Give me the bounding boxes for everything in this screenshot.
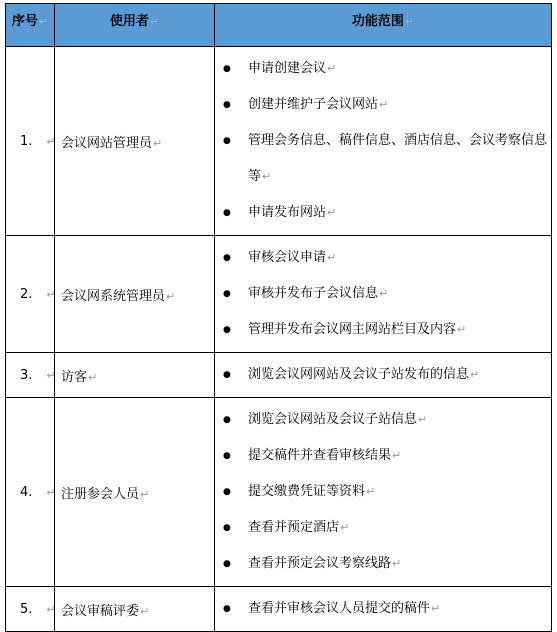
- function-item-text: 浏览会议网站及会议子站信息: [248, 412, 418, 427]
- function-list: [215, 47, 551, 235]
- function-item: [215, 357, 551, 393]
- paragraph-mark-icon: ↵: [366, 485, 376, 498]
- function-item: [215, 438, 551, 474]
- function-list: [215, 587, 551, 631]
- header-functions-text: 功能范围: [351, 14, 404, 29]
- row-number-cell: [6, 47, 55, 236]
- function-list: [215, 236, 551, 352]
- paragraph-mark-icon: ↵: [431, 602, 441, 615]
- row-number-cell: [6, 587, 55, 632]
- table-row: [6, 353, 552, 398]
- bullet-icon: ●: [223, 208, 231, 218]
- paragraph-mark-icon: ↵: [340, 521, 350, 534]
- function-item-text: 管理并发布会议网主网站栏目及内容: [248, 322, 457, 337]
- function-item-text: 创建并维护子会议网站: [248, 97, 379, 112]
- paragraph-mark-icon: ↵: [46, 134, 56, 148]
- paragraph-mark-icon: ↵: [149, 15, 160, 28]
- function-scope-cell: [215, 587, 552, 632]
- row-number: 2.: [20, 286, 33, 302]
- paragraph-mark-icon: ↵: [140, 487, 150, 501]
- paragraph-mark-icon: ↵: [262, 170, 272, 183]
- bullet-icon: ●: [223, 136, 231, 146]
- function-item-text: 管理会务信息、稿件信息、酒店信息、会议考察信息等: [248, 133, 548, 184]
- function-scope-cell: [215, 398, 552, 587]
- function-item-text: 提交缴费凭证等资料: [248, 484, 366, 499]
- function-item: [215, 402, 551, 438]
- bullet-icon: ●: [223, 64, 231, 74]
- function-scope-cell: [215, 47, 552, 236]
- header-cell-num: [6, 4, 55, 47]
- bullet-icon: ●: [223, 253, 231, 263]
- row-number-cell: [6, 353, 55, 398]
- paragraph-mark-icon: ↵: [392, 449, 402, 462]
- bullet-icon: ●: [223, 604, 231, 614]
- paragraph-mark-icon: ↵: [46, 287, 56, 301]
- user-role-cell: [55, 47, 215, 236]
- bullet-icon: ●: [223, 325, 231, 335]
- bullet-icon: ●: [223, 100, 231, 110]
- table-row: [6, 587, 552, 632]
- function-list: [215, 398, 551, 586]
- paragraph-mark-icon: ↵: [379, 287, 389, 300]
- paragraph-mark-icon: ↵: [38, 15, 49, 28]
- function-item-text: 申请创建会议: [248, 61, 327, 76]
- header-num-text: 序号: [11, 14, 38, 29]
- paragraph-mark-icon: ↵: [457, 323, 467, 336]
- function-item: [215, 510, 551, 546]
- user-role-cell: [55, 353, 215, 398]
- function-item: [215, 276, 551, 312]
- function-item-text: 查看并预定会议考察线路: [248, 556, 392, 571]
- bullet-icon: ●: [223, 559, 231, 569]
- user-role-text: 访客: [61, 369, 88, 385]
- paragraph-mark-icon: ↵: [470, 368, 480, 381]
- user-role-text: 会议网站管理员: [61, 135, 153, 151]
- function-item-text: 浏览会议网网站及会议子站发布的信息: [248, 367, 470, 382]
- row-number: 3.: [20, 367, 33, 383]
- function-item: [215, 591, 551, 627]
- bullet-icon: ●: [223, 523, 231, 533]
- paragraph-mark-icon: ↵: [46, 485, 56, 499]
- paragraph-mark-icon: ↵: [418, 413, 428, 426]
- paragraph-mark-icon: ↵: [327, 206, 337, 219]
- user-role-cell: [55, 587, 215, 632]
- bullet-icon: ●: [223, 370, 231, 380]
- paragraph-mark-icon: ↵: [46, 368, 56, 382]
- user-role-text: 会议网系统管理员: [61, 288, 166, 304]
- row-number: 5.: [20, 601, 33, 617]
- table-row: [6, 236, 552, 353]
- paragraph-mark-icon: ↵: [46, 602, 56, 616]
- function-item-text: 申请发布网站: [248, 205, 327, 220]
- function-item: [215, 546, 551, 582]
- function-item: [215, 195, 551, 231]
- row-number-cell: [6, 236, 55, 353]
- function-item: [215, 474, 551, 510]
- paragraph-mark-icon: ↵: [88, 370, 98, 384]
- function-item-text: 提交稿件并查看审核结果: [248, 448, 392, 463]
- paragraph-mark-icon: ↵: [327, 62, 337, 75]
- table-row: [6, 47, 552, 236]
- user-role-text: 注册参会人员: [61, 486, 140, 502]
- function-item: [215, 87, 551, 123]
- function-item-text: 查看并审核会议人员提交的稿件: [248, 601, 431, 616]
- user-role-cell: [55, 398, 215, 587]
- user-function-table: [5, 3, 552, 632]
- document-area: [5, 3, 552, 632]
- header-user-text: 使用者: [109, 14, 149, 29]
- row-number-cell: [6, 398, 55, 587]
- table-row: [6, 398, 552, 587]
- function-item-text: 查看并预定酒店: [248, 520, 340, 535]
- function-item: [215, 51, 551, 87]
- paragraph-mark-icon: ↵: [379, 98, 389, 111]
- paragraph-mark-icon: ↵: [404, 15, 415, 28]
- header-cell-user: [55, 4, 215, 47]
- function-item-text: 审核会议申请: [248, 250, 327, 265]
- user-role-cell: [55, 236, 215, 353]
- function-scope-cell: [215, 236, 552, 353]
- bullet-icon: ●: [223, 289, 231, 299]
- paragraph-mark-icon: ↵: [327, 251, 337, 264]
- function-scope-cell: [215, 353, 552, 398]
- function-list: [215, 353, 551, 397]
- bullet-icon: ●: [223, 487, 231, 497]
- paragraph-mark-icon: ↵: [392, 557, 402, 570]
- function-item: [215, 240, 551, 276]
- function-item: [215, 123, 551, 195]
- paragraph-mark-icon: ↵: [140, 604, 150, 618]
- bullet-icon: ●: [223, 451, 231, 461]
- paragraph-mark-icon: ↵: [166, 289, 176, 303]
- table-header-row: [6, 4, 552, 47]
- function-item: [215, 312, 551, 348]
- paragraph-mark-icon: ↵: [153, 136, 163, 150]
- user-role-text: 会议审稿评委: [61, 603, 140, 619]
- row-number: 4.: [20, 484, 33, 500]
- row-number: 1.: [20, 133, 33, 149]
- header-cell-functions: [215, 4, 552, 47]
- function-item-text: 审核并发布子会议信息: [248, 286, 379, 301]
- bullet-icon: ●: [223, 415, 231, 425]
